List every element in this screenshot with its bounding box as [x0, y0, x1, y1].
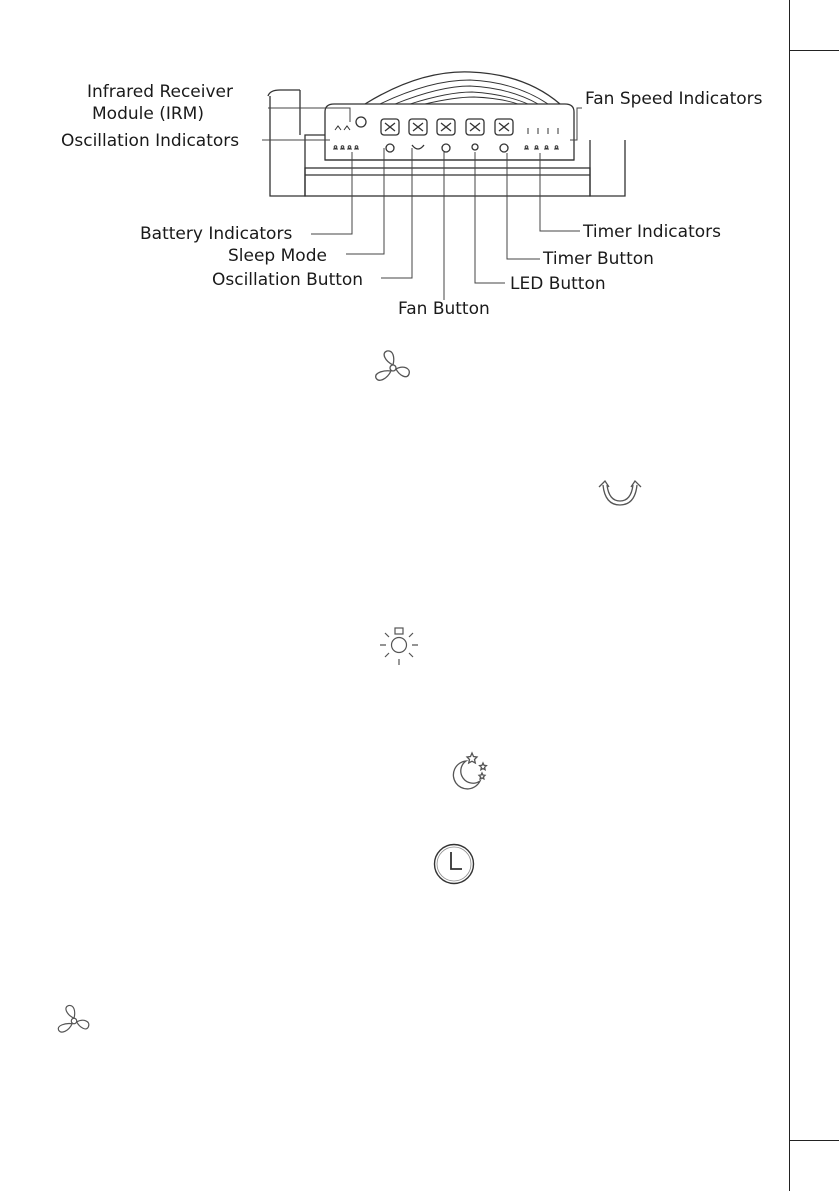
label-led-button: LED Button [510, 274, 606, 294]
label-timer-indicators: Timer Indicators [583, 222, 721, 242]
crop-mark-bottom [789, 1140, 839, 1141]
label-fan-button: Fan Button [398, 299, 490, 319]
panel-buttons [381, 119, 513, 135]
led-icon [378, 625, 420, 667]
label-oscillation-button: Oscillation Button [212, 270, 364, 290]
grille [365, 72, 560, 104]
right-leg [590, 140, 625, 196]
label-fan-speed-indicators: Fan Speed Indicators [585, 89, 763, 109]
label-irm-line1: Infrared Receiver [87, 82, 233, 102]
sleep-icon [446, 751, 490, 793]
base-bar [305, 168, 590, 196]
label-battery-indicators: Battery Indicators [140, 224, 293, 244]
irm-sensor [356, 117, 366, 127]
label-oscillation-indicators: Oscillation Indicators [61, 131, 240, 151]
fan-icon [371, 349, 415, 387]
label-timer-button: Timer Button [543, 249, 654, 269]
control-panel-diagram [0, 0, 839, 340]
panel-body [325, 104, 574, 160]
oscillation-icon [597, 477, 643, 511]
left-leg [270, 96, 325, 196]
timer-icon [432, 842, 476, 886]
fan-icon-small [54, 1003, 94, 1039]
label-irm-line2: Module (IRM) [92, 104, 204, 124]
label-sleep-mode: Sleep Mode [228, 246, 327, 266]
